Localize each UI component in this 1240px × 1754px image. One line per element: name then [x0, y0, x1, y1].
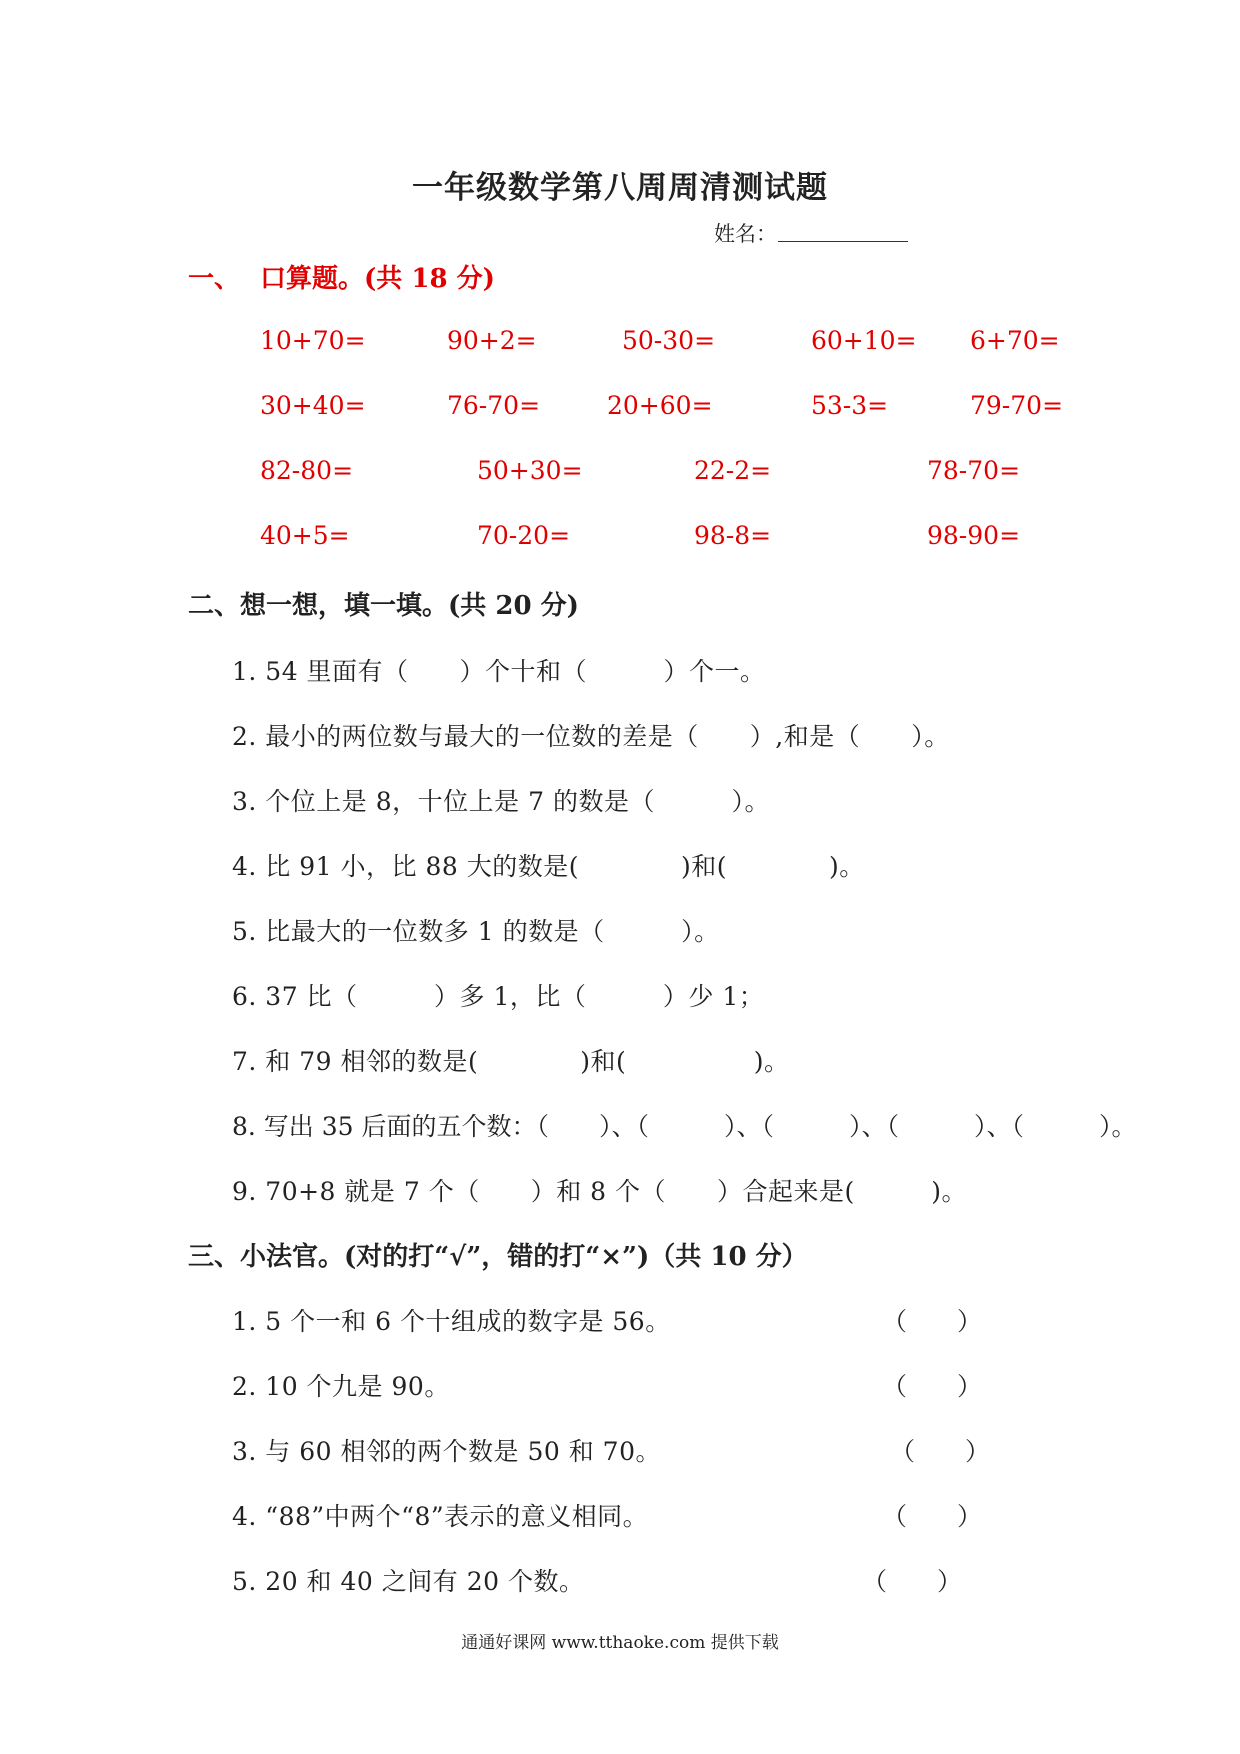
fill-question-5: 5. 比最大的一位数多 1 的数是（ ）。: [232, 917, 720, 946]
fill-question-2: 2. 最小的两位数与最大的一位数的差是（ ）,和是（ ）。: [232, 722, 950, 751]
calc-item: 30+40=: [260, 391, 366, 420]
section1-title: 口算题。(共 18 分): [260, 264, 495, 294]
name-label: 姓名：: [714, 222, 777, 246]
judge-question-4: 4. “88”中两个“8”表示的意义相同。: [232, 1502, 649, 1531]
calc-item: 40+5=: [260, 521, 350, 550]
calc-item: 90+2=: [447, 326, 537, 355]
fill-question-3: 3. 个位上是 8，十位上是 7 的数是（ ）。: [232, 787, 770, 816]
judge-answer-blank[interactable]: （ ）: [890, 1437, 991, 1466]
calc-item: 82-80=: [260, 456, 354, 485]
calc-item: 78-70=: [927, 456, 1021, 485]
calc-item: 22-2=: [694, 456, 772, 485]
calc-item: 20+60=: [607, 391, 713, 420]
judge-question-1: 1. 5 个一和 6 个十组成的数字是 56。: [232, 1307, 671, 1336]
section3-heading: 三、小法官。(对的打“√”，错的打“×”)（共 10 分）: [188, 1242, 808, 1272]
judge-question-2: 2. 10 个九是 90。: [232, 1372, 450, 1401]
section1-number: 一、: [188, 264, 241, 294]
calc-item: 98-8=: [694, 521, 772, 550]
calc-item: 50-30=: [622, 326, 716, 355]
fill-question-7: 7. 和 79 相邻的数是( )和( )。: [232, 1047, 790, 1076]
fill-question-6: 6. 37 比（ ）多 1，比（ ）少 1；: [232, 982, 765, 1011]
judge-question-3: 3. 与 60 相邻的两个数是 50 和 70。: [232, 1437, 661, 1466]
calc-item: 76-70=: [447, 391, 541, 420]
fill-question-9: 9. 70+8 就是 7 个（ ）和 8 个（ ）合起来是( )。: [232, 1177, 968, 1206]
fill-question-4: 4. 比 91 小，比 88 大的数是( )和( )。: [232, 852, 865, 881]
judge-answer-blank[interactable]: （ ）: [882, 1307, 983, 1336]
calc-item: 50+30=: [477, 456, 583, 485]
calc-item: 10+70=: [260, 326, 366, 355]
fill-question-8: 8. 写出 35 后面的五个数：（ ）、（ ）、（ ）、（ ）、（ ）。: [232, 1112, 1137, 1141]
judge-question-5: 5. 20 和 40 之间有 20 个数。: [232, 1567, 585, 1596]
calc-item: 70-20=: [477, 521, 571, 550]
calc-item: 98-90=: [927, 521, 1021, 550]
calc-item: 60+10=: [811, 326, 917, 355]
footer-source: 通通好课网 www.tthaoke.com 提供下载: [461, 1633, 779, 1653]
calc-item: 53-3=: [811, 391, 889, 420]
calc-item: 6+70=: [970, 326, 1060, 355]
judge-answer-blank[interactable]: （ ）: [882, 1372, 983, 1401]
judge-answer-blank[interactable]: （ ）: [882, 1502, 983, 1531]
name-input-line[interactable]: [778, 241, 908, 242]
judge-answer-blank[interactable]: （ ）: [862, 1567, 963, 1596]
calc-item: 79-70=: [970, 391, 1064, 420]
fill-question-1: 1. 54 里面有（ ）个十和（ ）个一。: [232, 657, 766, 686]
section1-heading: [188, 258, 788, 294]
section2-heading: 二、想一想，填一填。(共 20 分): [188, 591, 579, 621]
page-title: 一年级数学第八周周清测试题: [412, 170, 828, 206]
